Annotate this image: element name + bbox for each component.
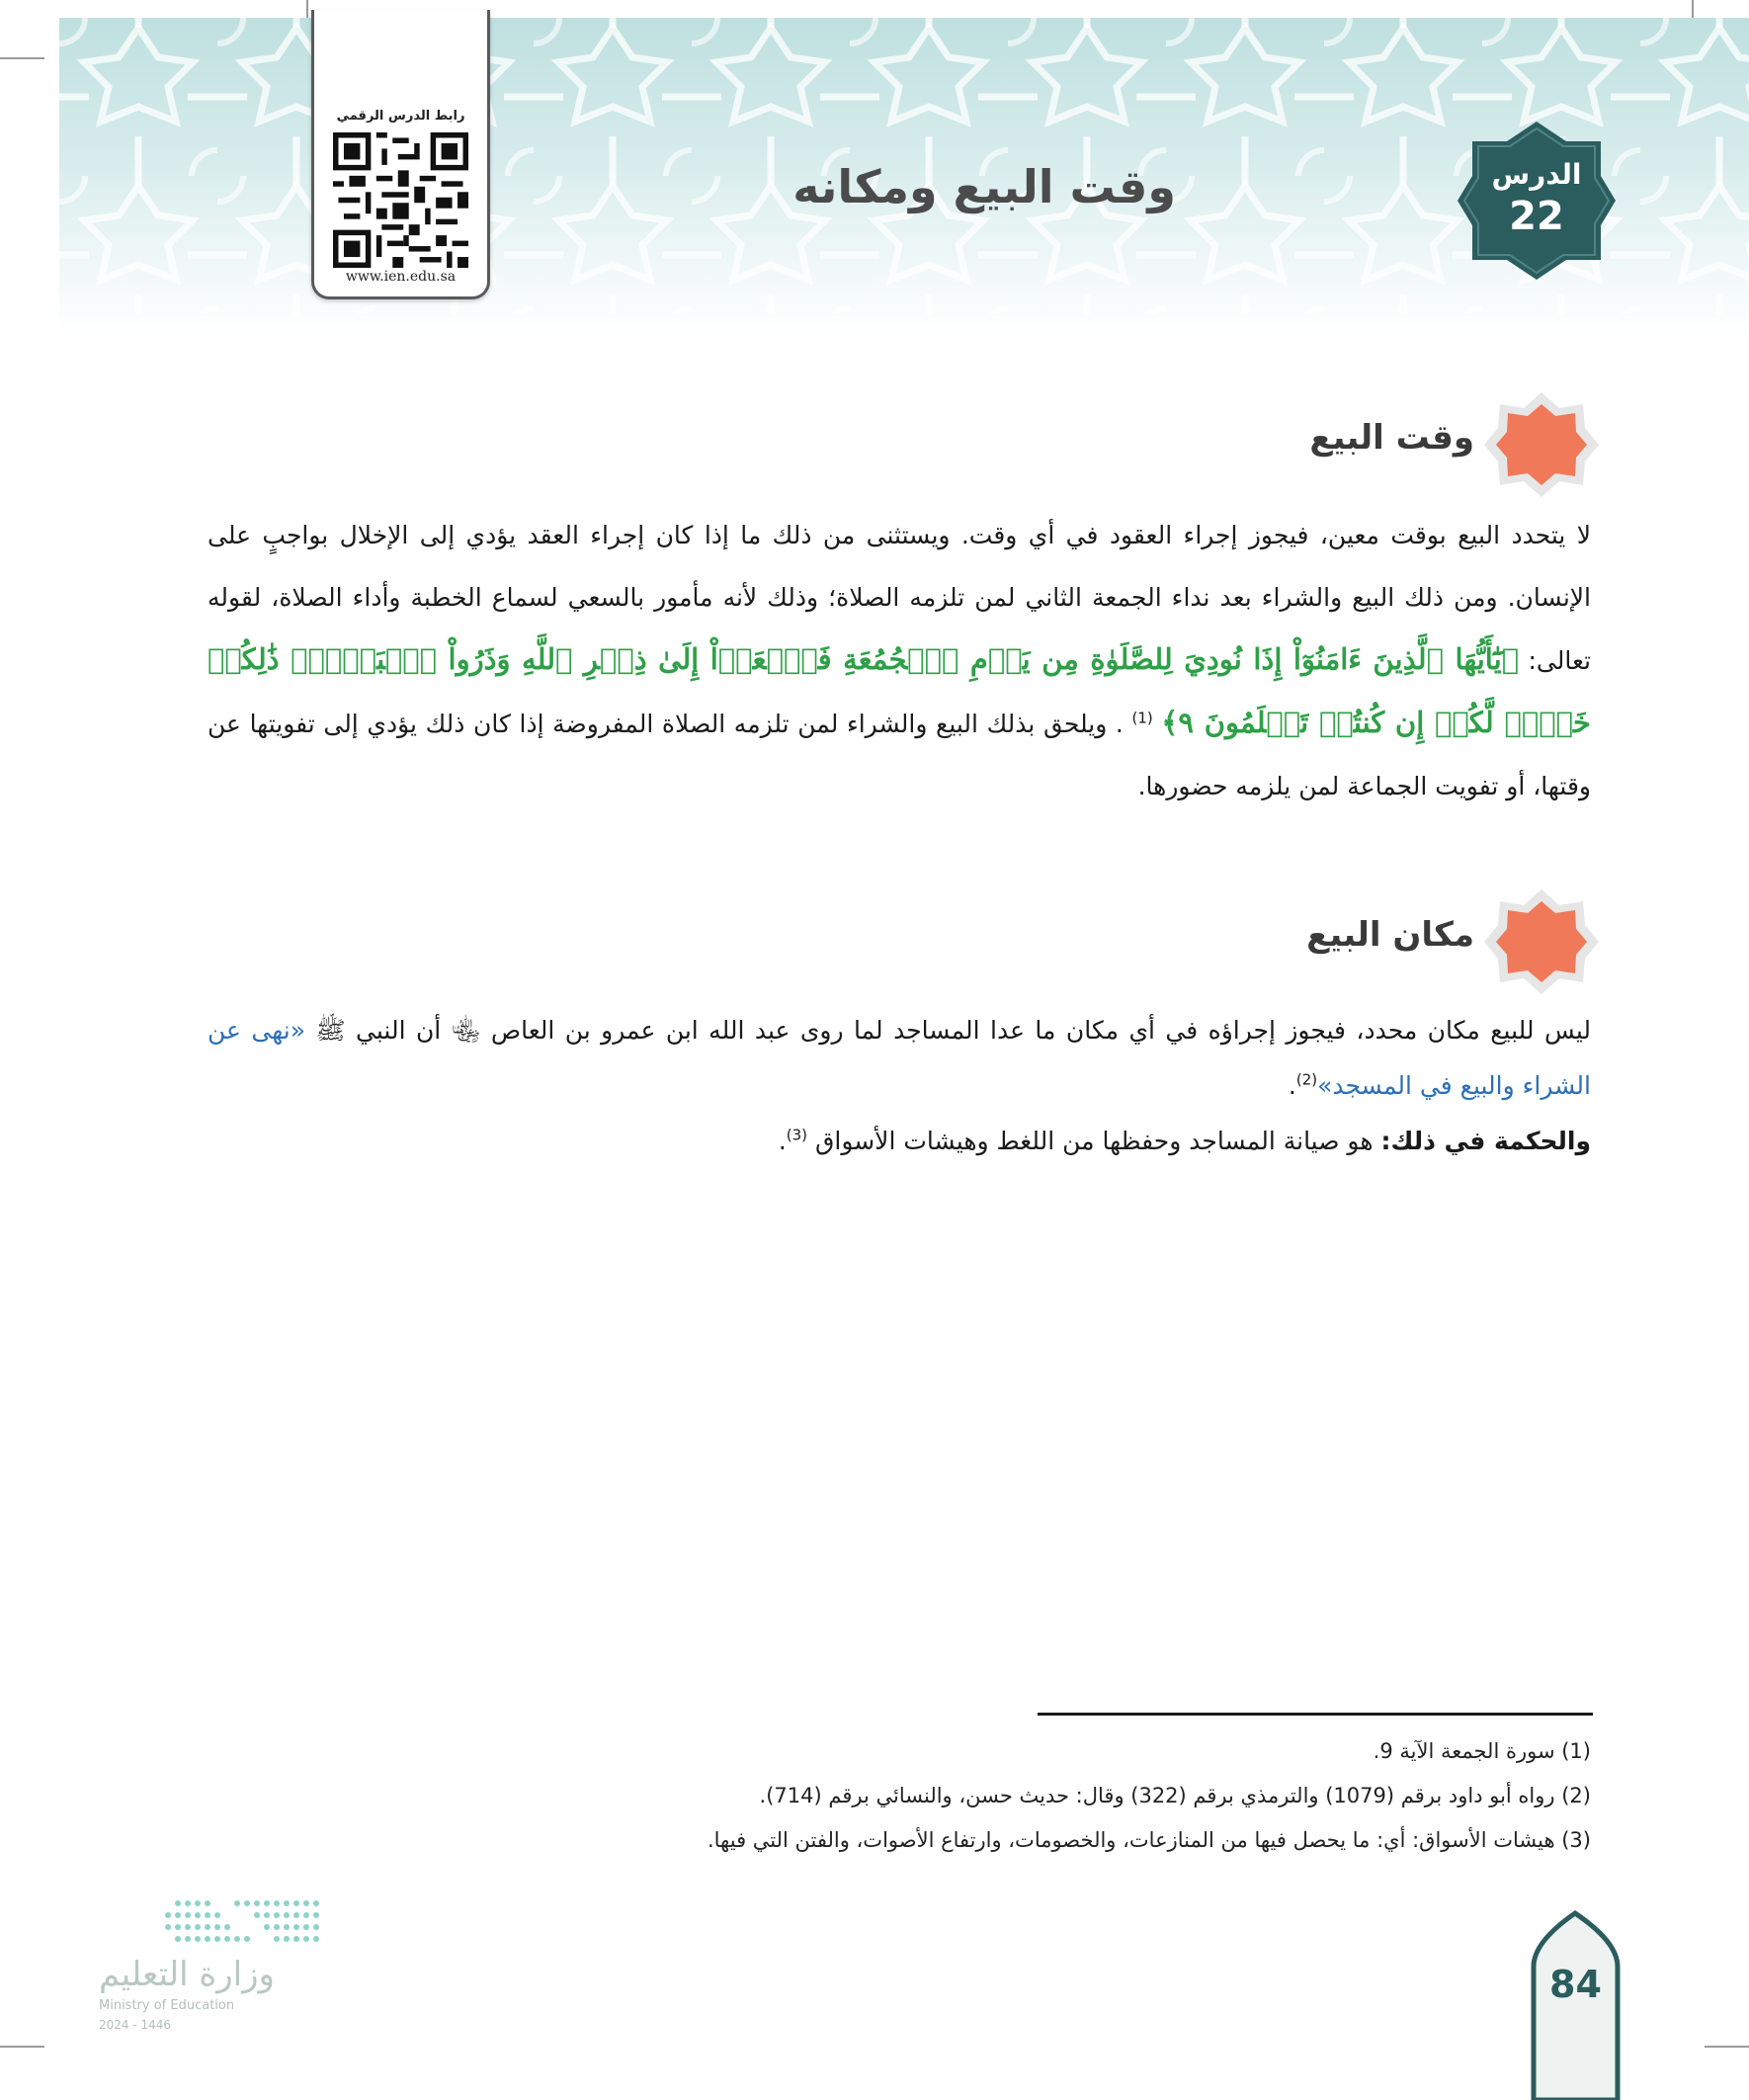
qr-url[interactable]: www.ien.edu.sa xyxy=(345,269,457,285)
crop-mark xyxy=(306,0,308,18)
footnote-ref: (2) xyxy=(1295,1070,1318,1089)
lesson-title: وقت البيع ومكانه xyxy=(792,160,1176,213)
section1-text: لا يتحدد البيع بوقت معين، فيجوز إجراء العقود في أي وقت. ويستثنى من ذلك ما إذا كان إجراء العقد يؤدي إلى الإخلال بواجبٍ على الإنسان. ومن ذلك البيع والشراء بعد نداء الجمعة الثاني لمن تلزمه الصلاة؛ وذلك لأنه مأمور بالسعي لسماع الخطبة وأداء الصلاة، لقوله تعالى: xyxy=(208,521,1591,675)
octagram-section-icon xyxy=(1482,887,1601,996)
section2-paragraph xyxy=(208,1003,1591,1169)
period: . xyxy=(778,1127,787,1155)
section2-text: ليس للبيع مكان محدد، فيجوز إجراؤه في أي مكان ما عدا المساجد لما روى عبد الله ابن عمرو بن العاص ﵄ أن النبي ﷺ xyxy=(304,1016,1591,1045)
section1-text-end: . ويلحق بذلك البيع والشراء لمن تلزمه الصلاة المفروضة إذا كان ذلك يؤدي إلى تفويتها عن وقتها، أو تفويت الجماعة لمن يلزمه حضورها. xyxy=(208,710,1591,800)
badge-number: 22 xyxy=(1509,194,1564,239)
section1-paragraph xyxy=(208,504,1591,817)
octagram-section-icon xyxy=(1482,390,1601,499)
footnote-2: (2) رواه أبو داود برقم (1079) والترمذي برقم (322) وقال: حديث حسن، والنسائي برقم (714). xyxy=(759,1784,1591,1807)
crop-mark xyxy=(1705,2046,1749,2048)
qr-label: رابط الدرس الرقمي xyxy=(336,109,465,124)
crop-mark xyxy=(0,57,44,59)
crop-mark xyxy=(0,2046,44,2048)
ministry-name-en: Ministry of Education xyxy=(99,1998,235,2013)
badge-word: الدرس xyxy=(1491,158,1582,191)
section-heading-sale-time xyxy=(1087,390,1601,499)
wisdom-label: والحكمة في ذلك: xyxy=(1380,1127,1591,1155)
quran-verse: ﴿يَٰٓأَيُّهَا ٱلَّذِينَ ءَامَنُوٓاْ إِذَا نُودِيَ لِلصَّلَوٰةِ مِن يَوۡمِ ٱلۡجُمُعَةِ فَٱسۡعَوۡاْ إِلَىٰ ذِكۡرِ ٱللَّهِ وَذَرُواْ ٱلۡبَيۡعَۚ ذَٰلِكُمۡ خَيۡرٞ لَّكُمۡ إِن كُنتُمۡ تَعۡلَمُونَ ٩﴾ xyxy=(208,642,1591,739)
section-heading-sale-place xyxy=(1087,887,1601,996)
ministry-logo xyxy=(99,1895,356,2044)
section-title: وقت البيع xyxy=(1309,418,1474,458)
footnote-ref: (3) xyxy=(786,1126,808,1144)
lesson-badge xyxy=(1453,117,1621,285)
ministry-name-ar: وزارة التعليم xyxy=(99,1955,275,1994)
footnote-1: (1) سورة الجمعة الآية 9. xyxy=(1373,1739,1591,1763)
crop-mark xyxy=(1692,0,1694,18)
footnote-divider xyxy=(1038,1713,1593,1716)
footnote-ref: (1) xyxy=(1131,709,1153,727)
wisdom-text: هو صيانة المساجد وحفظها من اللغط وهيشات الأسواق xyxy=(807,1127,1381,1155)
qr-code-icon[interactable] xyxy=(333,132,468,268)
section-title: مكان البيع xyxy=(1306,915,1474,955)
period: . xyxy=(1288,1071,1296,1100)
qr-card[interactable] xyxy=(311,10,490,299)
dots-logo-icon xyxy=(99,1895,326,1955)
hadith-quote: «نهى عن الشراء والبيع في المسجد» xyxy=(208,1016,1591,1100)
page-number: 84 xyxy=(1549,1963,1602,2006)
academic-year: 2024 - 1446 xyxy=(99,2018,172,2032)
footnote-3: (3) هيشات الأسواق: أي: ما يحصل فيها من المنازعات، والخصومات، وارتفاع الأصوات، والفتن التي فيها. xyxy=(707,1828,1591,1852)
